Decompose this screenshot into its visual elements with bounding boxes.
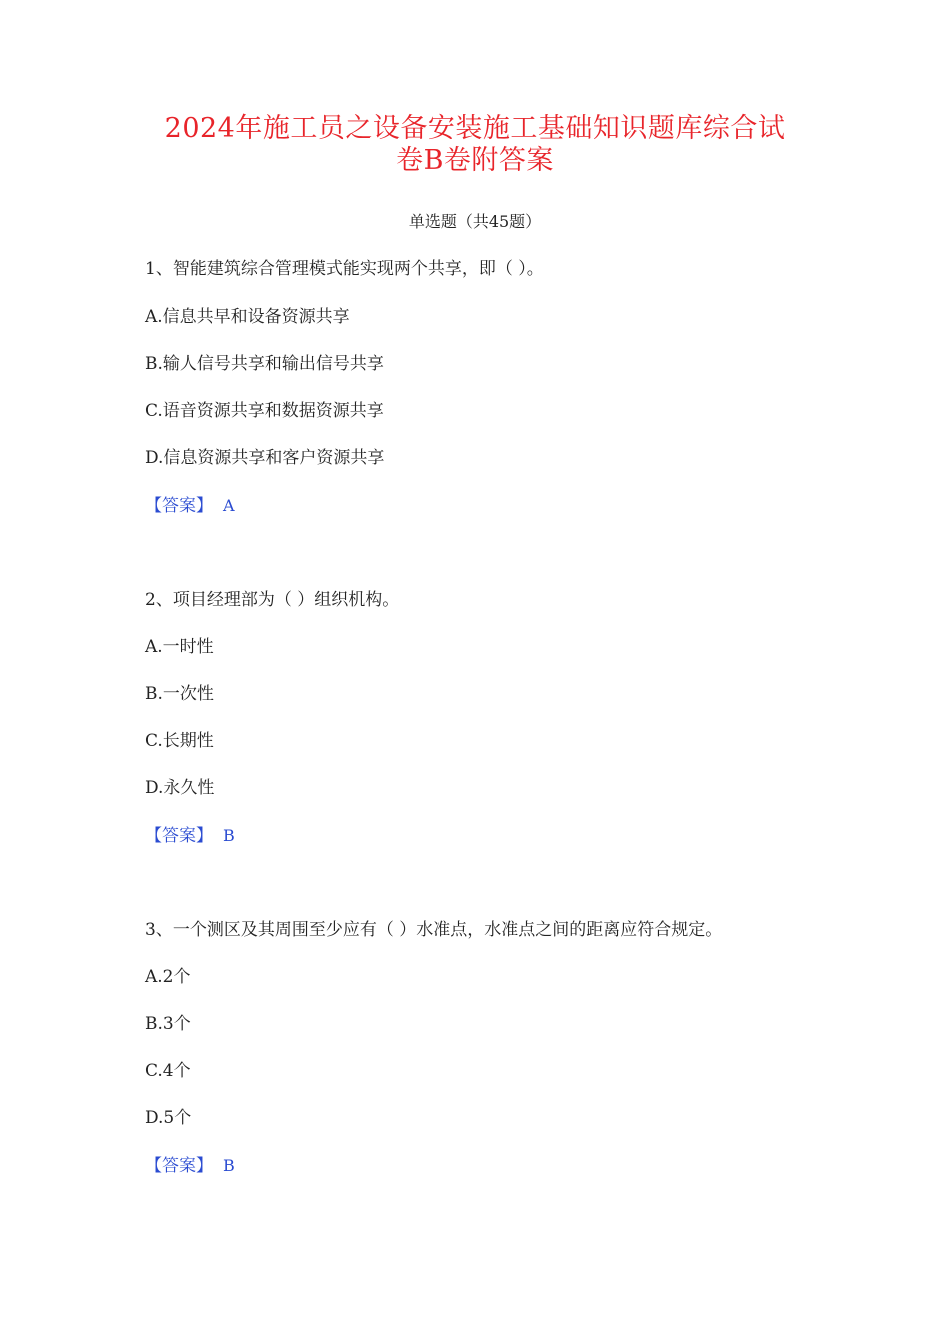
option-b: B.3个 [145, 1014, 191, 1034]
option-d: D.5个 [145, 1108, 192, 1128]
option-a: A.2个 [145, 967, 191, 987]
option-c: C.长期性 [145, 731, 214, 751]
section-heading: 单选题（共45题） [408, 212, 542, 231]
answer-value: A [223, 496, 235, 515]
answer-label: 【答案】 [145, 826, 213, 846]
question-stem: 1、智能建筑综合管理模式能实现两个共享，即（ ）。 [145, 259, 544, 279]
question-stem: 2、项目经理部为（ ）组织机构。 [145, 590, 400, 610]
answer-label: 【答案】 [145, 1156, 213, 1176]
option-d: D.永久性 [145, 778, 215, 798]
option-d: D.信息资源共享和客户资源共享 [145, 448, 385, 468]
answer-value: B [223, 826, 235, 845]
answer-label: 【答案】 [145, 496, 213, 516]
answer-row [145, 824, 235, 848]
answer-value: B [223, 1156, 235, 1175]
title-line-2: 卷B卷附答案 [396, 145, 554, 176]
option-a: A.信息共早和设备资源共享 [145, 307, 350, 327]
option-c: C.4个 [145, 1061, 191, 1081]
option-c: C.语音资源共享和数据资源共享 [145, 401, 384, 421]
option-b: B.一次性 [145, 684, 214, 704]
option-b: B.输人信号共享和输出信号共享 [145, 354, 384, 374]
answer-row [145, 494, 235, 518]
title-line-1: 2024年施工员之设备安装施工基础知识题库综合试 [164, 113, 786, 144]
option-a: A.一时性 [145, 637, 214, 657]
answer-row [145, 1154, 235, 1178]
question-stem: 3、一个测区及其周围至少应有（ ）水准点，水准点之间的距离应符合规定。 [145, 920, 723, 940]
